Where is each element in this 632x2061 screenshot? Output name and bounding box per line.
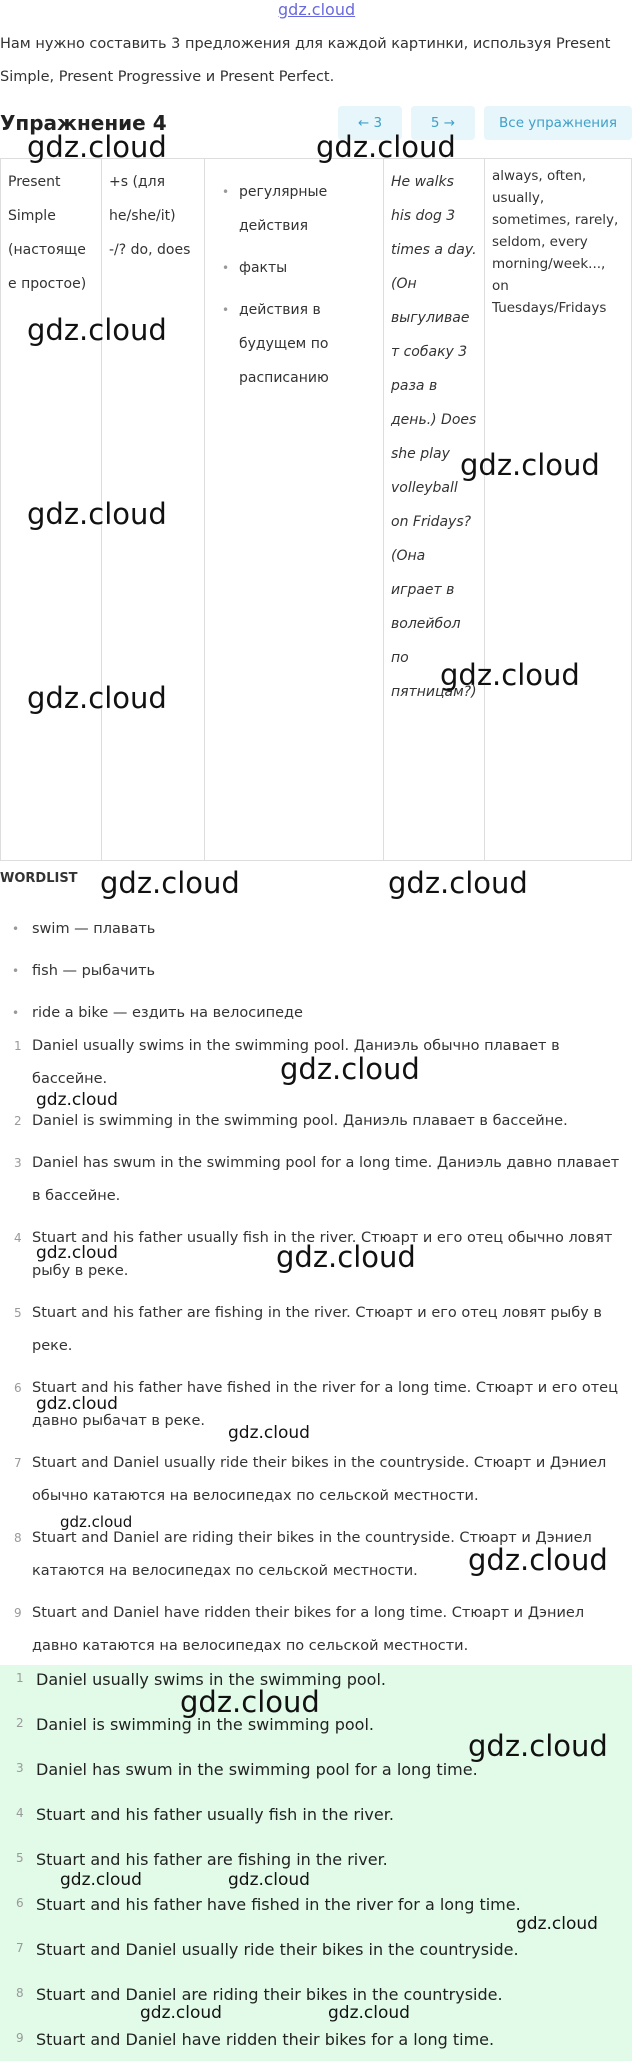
answer-number: 8 xyxy=(14,1531,22,1545)
watermark: gdz.cloud xyxy=(60,1870,142,1890)
answer-en-text: Daniel is swimming in the swimming pool. xyxy=(36,1715,374,1734)
watermark: gdz.cloud xyxy=(180,1685,320,1719)
answer-en-text: Stuart and Daniel are riding their bikes in the countryside. xyxy=(36,1985,503,2004)
answer-en-text: Stuart and Daniel usually ride their bikes in the countryside. xyxy=(36,1940,519,1959)
watermark: gdz.cloud xyxy=(140,2003,222,2023)
answer-text: Stuart and his father usually fish in the river. Стюарт и его отец обычно ловят рыбу в реке. xyxy=(32,1230,613,1279)
answer-text: Stuart and his father are fishing in the river. Стюарт и его отец ловят рыбу в реке. xyxy=(32,1305,602,1354)
watermark: gdz.cloud xyxy=(27,130,167,164)
answer-item xyxy=(0,1297,632,1363)
watermark: gdz.cloud xyxy=(276,1240,416,1274)
adverbs-cell: always, often, usually, sometimes, rarely, seldom, every morning/week..., on Tuesdays/Fridays xyxy=(485,159,632,861)
answer-en-text: Stuart and Daniel have ridden their bikes for a long time. xyxy=(36,2030,495,2049)
watermark: gdz.cloud xyxy=(388,866,528,900)
word-item: • ride a bike — ездить на велосипеде xyxy=(0,996,632,1038)
answer-item xyxy=(0,1447,632,1513)
all-exercises-button[interactable]: Все упражнения xyxy=(484,106,632,140)
use-item: • факты xyxy=(205,251,383,285)
answer-number: 7 xyxy=(14,1456,22,1470)
answer-number: 1 xyxy=(14,1039,22,1053)
next-exercise-button[interactable]: 5 → xyxy=(411,106,475,140)
exercise-title: Упражнение 4 xyxy=(0,111,167,135)
answer-en-text: Daniel usually swims in the swimming pool. xyxy=(36,1670,386,1689)
form-positive: +s (для he/she/it) xyxy=(109,174,176,224)
answer-number: 4 xyxy=(16,1806,24,1820)
watermark: gdz.cloud xyxy=(468,1543,608,1577)
answer-text: Stuart and his father have fished in the river for a long time. Стюарт и его отец давно рыбачат в реке. xyxy=(32,1380,618,1429)
watermark: gdz.cloud xyxy=(36,1090,118,1110)
answer-en-text: Daniel has swum in the swimming pool for a long time. xyxy=(36,1760,478,1779)
wordlist xyxy=(0,912,632,1038)
site-logo[interactable]: gdz.cloud xyxy=(278,0,356,19)
answer-number: 5 xyxy=(14,1306,22,1320)
watermark: gdz.cloud xyxy=(328,2003,410,2023)
answer-text: Daniel is swimming in the swimming pool. Даниэль плавает в бассейне. xyxy=(32,1113,568,1129)
answer-en-item xyxy=(0,2030,632,2049)
watermark: gdz.cloud xyxy=(27,497,167,531)
form-negative: -/? do, does xyxy=(109,242,191,258)
answer-item xyxy=(0,1147,632,1213)
answer-number: 9 xyxy=(14,1606,22,1620)
answer-item xyxy=(0,1597,632,1663)
answer-en-text: Stuart and his father usually fish in the river. xyxy=(36,1805,394,1824)
answer-number: 3 xyxy=(14,1156,22,1170)
watermark: gdz.cloud xyxy=(100,866,240,900)
answer-number: 5 xyxy=(16,1851,24,1865)
answer-number: 8 xyxy=(16,1986,24,2000)
watermark: gdz.cloud xyxy=(460,448,600,482)
watermark: gdz.cloud xyxy=(36,1243,118,1263)
answer-number: 6 xyxy=(16,1896,24,1910)
answer-number: 4 xyxy=(14,1231,22,1245)
answer-number: 6 xyxy=(14,1381,22,1395)
watermark: gdz.cloud xyxy=(27,681,167,715)
answer-text: Stuart and Daniel usually ride their bikes in the countryside. Стюарт и Дэниел обычно катаются на велосипедах по сельской местности. xyxy=(32,1455,607,1504)
watermark: gdz.cloud xyxy=(440,658,580,692)
answer-number: 1 xyxy=(16,1671,24,1685)
exercise-intro: Нам нужно составить 3 предложения для каждой картинки, используя Present Simple, Present Progressive и Present Perfect. xyxy=(0,36,611,85)
answer-en-text: Stuart and his father are fishing in the river. xyxy=(36,1850,388,1869)
answer-number: 9 xyxy=(16,2031,24,2045)
tense-name: Present Simple xyxy=(8,174,61,224)
answer-text: Daniel usually swims in the swimming pool. Даниэль обычно плавает в бассейне. xyxy=(32,1038,560,1087)
word-item: • swim — плавать xyxy=(0,912,632,954)
watermark: gdz.cloud xyxy=(516,1914,598,1934)
answer-en-text: Stuart and his father have fished in the river for a long time. xyxy=(36,1895,521,1914)
answer-number: 2 xyxy=(16,1716,24,1730)
watermark: gdz.cloud xyxy=(316,130,456,164)
answer-number: 2 xyxy=(14,1114,22,1128)
watermark: gdz.cloud xyxy=(27,313,167,347)
tense-translation: (настоящее простое) xyxy=(8,242,87,292)
answer-en-item xyxy=(0,1895,632,1914)
use-item: • действия в будущем по расписанию xyxy=(205,293,383,395)
answer-en-item xyxy=(0,1805,632,1824)
answer-en-item xyxy=(0,1985,632,2004)
watermark: gdz.cloud xyxy=(60,1513,133,1531)
watermark: gdz.cloud xyxy=(228,1870,310,1890)
prev-exercise-button[interactable]: ← 3 xyxy=(338,106,402,140)
watermark: gdz.cloud xyxy=(468,1729,608,1763)
examples-cell: He walks his dog 3 times a day. (Он выгуливает собаку 3 раза в день.) Does she play volleyball on Fridays? (Она играет в волейбол по пятницам?) xyxy=(384,159,485,861)
answer-text: Stuart and Daniel are riding their bikes in the countryside. Стюарт и Дэниел катаются на велосипедах по сельской местности. xyxy=(32,1530,592,1579)
uses-cell xyxy=(205,159,384,861)
watermark: gdz.cloud xyxy=(36,1394,118,1414)
wordlist-title: WORDLIST xyxy=(0,871,78,886)
answer-en-item xyxy=(0,1850,632,1869)
use-item: • регулярные действия xyxy=(205,175,383,243)
answer-text: Stuart and Daniel have ridden their bikes for a long time. Стюарт и Дэниел давно катаются на велосипедах по сельской местности. xyxy=(32,1605,585,1654)
answers-english-panel xyxy=(0,1665,632,2061)
answer-number: 7 xyxy=(16,1941,24,1955)
uses-list xyxy=(205,175,383,395)
answer-en-item xyxy=(0,1940,632,1959)
word-item: • fish — рыбачить xyxy=(0,954,632,996)
answer-number: 3 xyxy=(16,1761,24,1775)
watermark: gdz.cloud xyxy=(280,1052,420,1086)
watermark: gdz.cloud xyxy=(228,1423,310,1443)
answer-text: Daniel has swum in the swimming pool for a long time. Даниэль давно плавает в бассейне. xyxy=(32,1155,620,1204)
